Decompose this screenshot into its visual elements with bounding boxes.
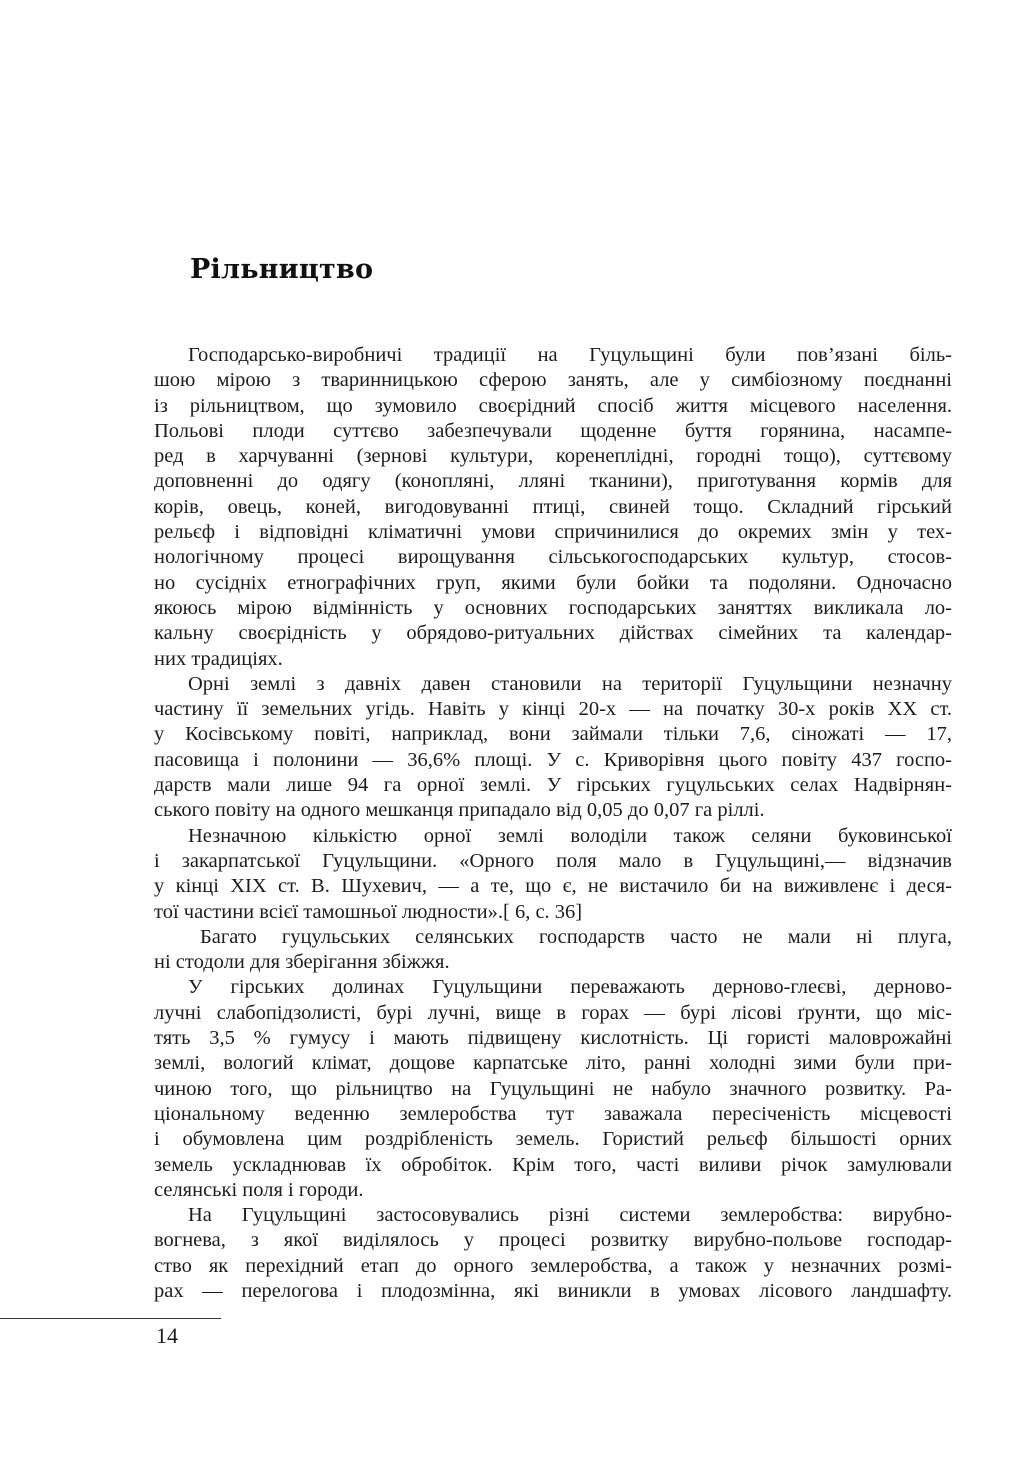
text-line: і закарпатської Гуцульщини. «Орного поля мало в Гуцульщині,— відзначив [154, 849, 952, 872]
text-line: доповненні до одягу (конопляні, лляні тканини), приготування кормів для [154, 470, 952, 493]
text-line: но сусідніх етнографічних груп, якими були бойки та подоляни. Одночасно [154, 571, 952, 594]
text-line: вогнева, з якої виділялось у процесі розвитку вирубно-польове господар- [154, 1229, 952, 1252]
text-line: селянські поля і городи. [154, 1178, 364, 1201]
text-line: корів, овець, коней, вигодовуванні птиці, свиней тощо. Складний гірський [154, 495, 952, 518]
text-line: із рільництвом, що зумовило своєрідний спосіб життя місцевого населення. [154, 394, 952, 417]
text-line: частину її земельних угідь. Навіть у кінці 20-х — на початку 30-х років XX ст. [154, 698, 952, 721]
text-line: Орні землі з давніх давен становили на території Гуцульщини незначну [188, 672, 952, 695]
paragraph-1 [154, 343, 952, 672]
text-line: шою мірою з тваринницькою сферою занять, але у симбіозному поєднанні [154, 369, 952, 392]
text-line: ціональному веденню землеробства тут заважала пересіченість місцевості [154, 1102, 952, 1125]
paragraph-3 [154, 824, 952, 925]
text-line: Польові плоди суттєво забезпечували щоденне буття горянина, насампе- [154, 419, 952, 442]
text-line: у кінці XIX ст. В. Шухевич, — а те, що є, не вистачило би на виживленє і деся- [154, 875, 952, 898]
text-line: тої частини всієї тамошньої людности».[ 6, с. 36] [154, 900, 583, 923]
text-line: лучні слабопідзолисті, бурі лучні, вище в горах — бурі лісові ґрунти, що міс- [154, 1001, 952, 1024]
text-line: пасовища і полонини — 36,6% площі. У с. Криворівня цього повіту 437 госпо- [154, 748, 952, 771]
text-line: нологічному процесі вирощування сільськогосподарських культур, стосов- [154, 546, 952, 569]
text-line: ство як перехідний етап до орного землеробства, а також у незначних розмі- [154, 1254, 952, 1277]
text-line: На Гуцульщині застосовувались різні системи землеробства: вирубно- [188, 1204, 952, 1227]
body-text [154, 343, 952, 1304]
text-line: якоюсь мірою відмінність у основних господарських заняттях викликала ло- [154, 596, 952, 619]
paragraph-4 [154, 925, 952, 976]
paragraph-2 [154, 672, 952, 824]
text-line: ні стодоли для зберігання збіжжя. [154, 951, 450, 974]
text-line: кальну своєрідність у обрядово-ритуальних дійствах сімейних та календар- [154, 622, 952, 645]
text-line: Багато гуцульських селянських господарств часто не мали ні плуга, [200, 925, 952, 948]
text-line: чиною того, що рільництво на Гуцульщині не набуло значного розвитку. Ра- [154, 1077, 952, 1100]
text-line: ред в харчуванні (зернові культури, коренеплідні, городні тощо), суттєвому [154, 445, 952, 468]
text-line: земель ускладнював їх обробіток. Крім того, часті виливи річок замулювали [154, 1153, 952, 1176]
footer-divider [0, 1318, 221, 1319]
paragraph-5 [154, 975, 952, 1203]
text-line: рельєф і відповідні кліматичні умови спричинилися до окремих змін у тех- [154, 521, 952, 544]
text-line: них традиціях. [154, 647, 283, 670]
text-line: ського повіту на одного мешканця припадало від 0,05 до 0,07 га ріллі. [154, 799, 765, 822]
text-line: землі, вологий клімат, дощове карпатське літо, ранні холодні зими були при- [154, 1052, 952, 1075]
text-line: у Косівському повіті, наприклад, вони займали тільки 7,6, сіножаті — 17, [154, 723, 952, 746]
paragraph-6 [154, 1203, 952, 1304]
text-line: рах — перелогова і плодозмінна, які виникли в умовах лісового ландшафту. [154, 1279, 952, 1302]
text-line: тять 3,5 % гумусу і мають підвищену кислотність. Ці гористі маловрожайні [154, 1027, 952, 1050]
text-line: і обумовлена цим роздрібленість земель. Гористий рельєф більшості орних [154, 1128, 952, 1151]
section-heading: Рільництво [190, 254, 374, 285]
text-line: дарств мали лише 94 га орної землі. У гірських гуцульських селах Надвірнян- [154, 774, 952, 797]
page-number: 14 [156, 1323, 178, 1348]
text-line: У гірських долинах Гуцульщини переважають дерново-глеєві, дерново- [188, 976, 952, 999]
text-line: Незначною кількістю орної землі володіли також селяни буковинської [188, 824, 952, 847]
text-line: Господарсько-виробничі традиції на Гуцульщині були пов’язані біль- [188, 344, 952, 366]
